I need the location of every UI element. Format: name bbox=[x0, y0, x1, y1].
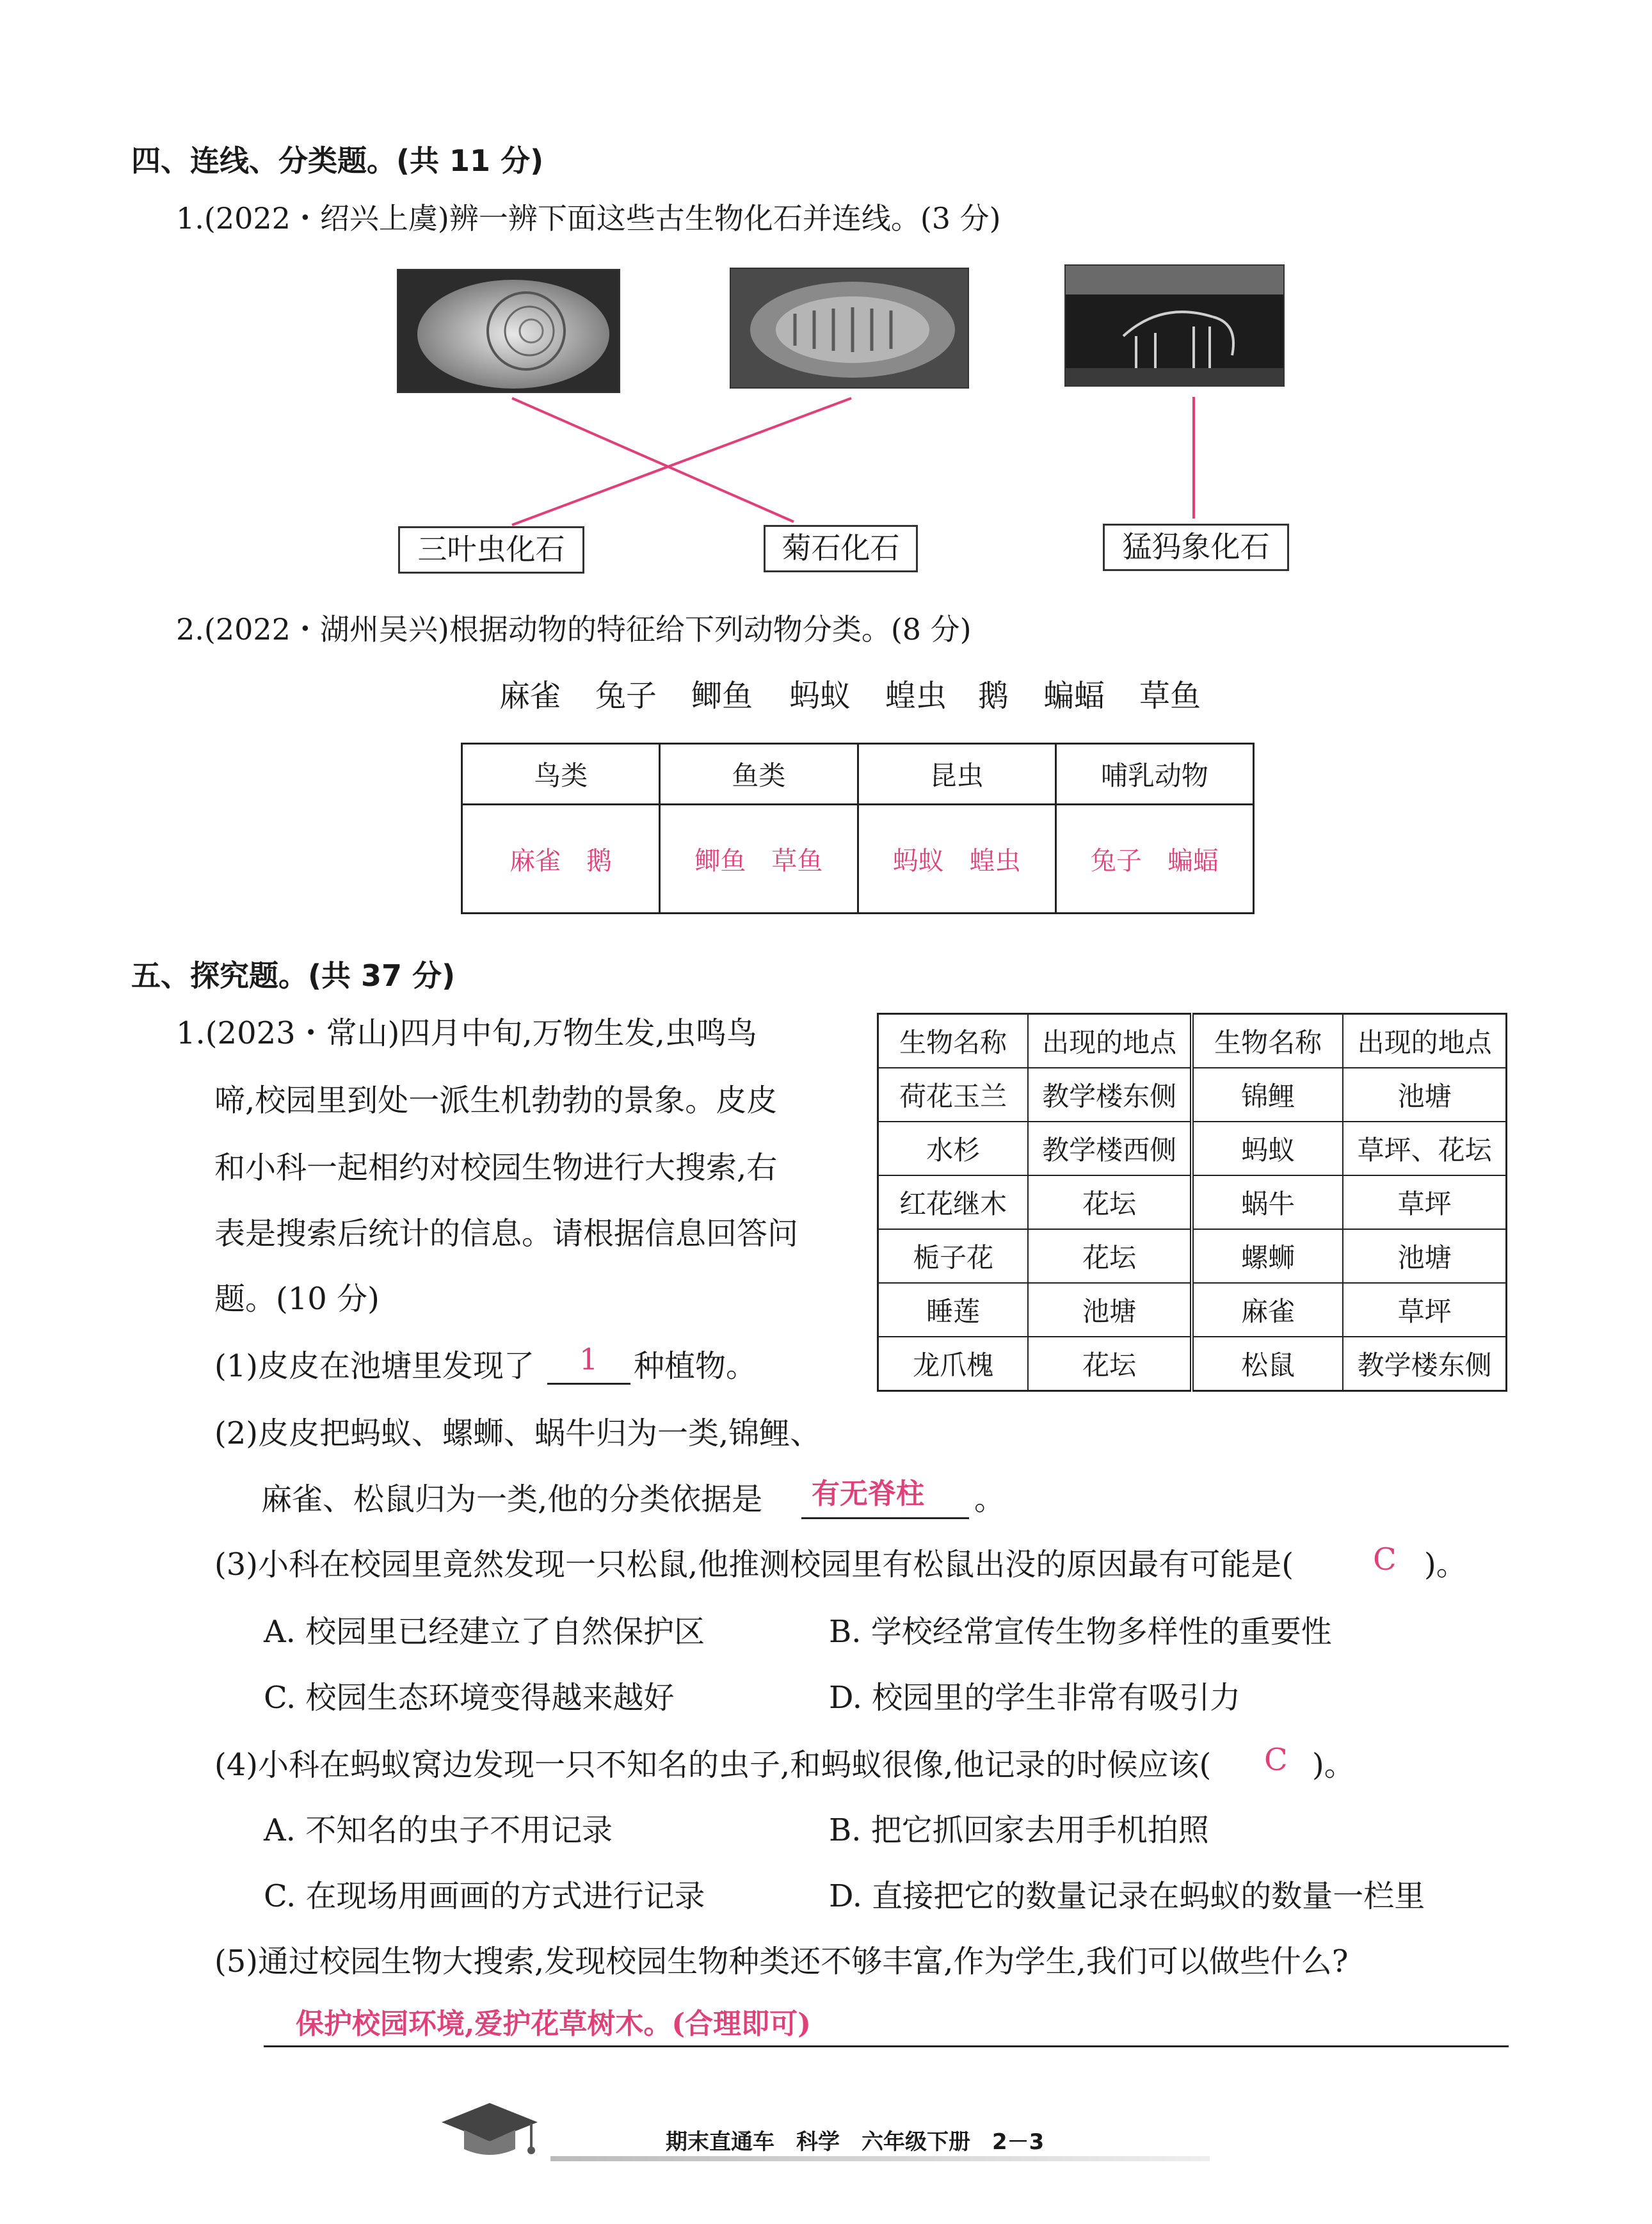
table-cell: 教学楼西侧 bbox=[1028, 1122, 1192, 1175]
animal-list bbox=[499, 678, 1210, 714]
header-place-2: 出现的地点 bbox=[1343, 1014, 1506, 1068]
animal-item: 蝙蝠 bbox=[1043, 678, 1105, 714]
table-cell: 教学楼东侧 bbox=[1028, 1068, 1192, 1122]
table-cell: 荷花玉兰 bbox=[878, 1068, 1029, 1122]
table-cell: 水杉 bbox=[878, 1122, 1029, 1175]
sub4-option-d: D. 直接把它的数量记录在蚂蚁的数量一栏里 bbox=[829, 1878, 1425, 1914]
animal-item: 蚂蚁 bbox=[789, 678, 851, 714]
s5-q1-line-1: 1.(2023・常山)四月中旬,万物生发,虫鸣鸟 bbox=[176, 1015, 757, 1051]
s5-q1-line-2: 啼,校园里到处一派生机勃勃的景象。皮皮 bbox=[214, 1083, 778, 1118]
sub3-answer: C bbox=[1373, 1542, 1397, 1577]
q1-prompt: 1.(2022・绍兴上虞)辨一辨下面这些古生物化石并连线。(3 分) bbox=[176, 201, 1001, 236]
header-name-1: 生物名称 bbox=[878, 1014, 1029, 1068]
footer-rule bbox=[550, 2156, 1210, 2161]
sub5-answer: 保护校园环境,爱护花草树木。(合理即可) bbox=[296, 2008, 811, 2040]
sub1-before: (1)皮皮在池塘里发现了 bbox=[214, 1348, 534, 1384]
sub5-answer-line bbox=[264, 2010, 1509, 2047]
sub4-answer: C bbox=[1264, 1742, 1288, 1778]
answer-fish: 鲫鱼 草鱼 bbox=[660, 805, 858, 914]
table-cell: 栀子花 bbox=[878, 1229, 1029, 1283]
animal-item: 蝗虫 bbox=[885, 678, 947, 714]
sub4-after: )。 bbox=[1312, 1747, 1355, 1783]
matching-lines bbox=[0, 0, 1652, 576]
header-birds: 鸟类 bbox=[462, 744, 660, 805]
s5-q1-line-4: 表是搜索后统计的信息。请根据信息回答问 bbox=[214, 1216, 799, 1252]
classification-table bbox=[461, 743, 1255, 914]
sub4-option-b: B. 把它抓回家去用手机拍照 bbox=[829, 1812, 1209, 1848]
sub2-after: 。 bbox=[974, 1481, 1006, 1517]
answer-mammals: 兔子 蝙蝠 bbox=[1055, 805, 1253, 914]
sub3-before: (3)小科在校园里竟然发现一只松鼠,他推测校园里有松鼠出没的原因最有可能是( bbox=[214, 1547, 1294, 1583]
table-cell: 草坪 bbox=[1343, 1283, 1506, 1337]
table-row bbox=[878, 1175, 1507, 1229]
sub2-before: 麻雀、松鼠归为一类,他的分类依据是 bbox=[261, 1481, 763, 1517]
table-cell: 草坪 bbox=[1343, 1175, 1506, 1229]
table-cell: 草坪、花坛 bbox=[1343, 1122, 1506, 1175]
table-cell: 花坛 bbox=[1028, 1175, 1192, 1229]
answer-birds: 麻雀 鹅 bbox=[462, 805, 660, 914]
q2-prompt: 2.(2022・湖州吴兴)根据动物的特征给下列动物分类。(8 分) bbox=[176, 612, 972, 647]
header-name-2: 生物名称 bbox=[1192, 1014, 1343, 1068]
table-cell: 池塘 bbox=[1028, 1283, 1192, 1337]
table-cell: 池塘 bbox=[1343, 1229, 1506, 1283]
s5-q1-line-5: 题。(10 分) bbox=[214, 1281, 380, 1317]
label-ammonite: 菊石化石 bbox=[764, 525, 918, 572]
table-cell: 教学楼东侧 bbox=[1343, 1337, 1506, 1391]
section-4-title: 四、连线、分类题。(共 11 分) bbox=[131, 143, 544, 178]
table-cell: 花坛 bbox=[1028, 1337, 1192, 1391]
label-mammoth: 猛犸象化石 bbox=[1103, 524, 1289, 571]
animal-item: 兔子 bbox=[595, 678, 657, 714]
table-row bbox=[878, 1283, 1507, 1337]
sub4-before: (4)小科在蚂蚁窝边发现一只不知名的虫子,和蚂蚁很像,他记录的时候应该( bbox=[214, 1747, 1212, 1783]
table-row bbox=[878, 1337, 1507, 1391]
table-cell: 蜗牛 bbox=[1192, 1175, 1343, 1229]
table-cell: 花坛 bbox=[1028, 1229, 1192, 1283]
table-row bbox=[878, 1068, 1507, 1122]
table-cell: 红花继木 bbox=[878, 1175, 1029, 1229]
table-cell: 龙爪槐 bbox=[878, 1337, 1029, 1391]
header-place-1: 出现的地点 bbox=[1028, 1014, 1192, 1068]
table-row bbox=[878, 1229, 1507, 1283]
sub4-option-a: A. 不知名的虫子不用记录 bbox=[264, 1812, 613, 1848]
sub3-option-a: A. 校园里已经建立了自然保护区 bbox=[264, 1614, 705, 1650]
sub1-after: 种植物。 bbox=[634, 1348, 757, 1384]
sub2-line-1: (2)皮皮把蚂蚁、螺蛳、蜗牛归为一类,锦鲤、 bbox=[214, 1415, 821, 1451]
table-cell: 麻雀 bbox=[1192, 1283, 1343, 1337]
table-cell: 螺蛳 bbox=[1192, 1229, 1343, 1283]
header-fish: 鱼类 bbox=[660, 744, 858, 805]
sub2-answer: 有无脊柱 bbox=[812, 1478, 924, 1510]
s5-q1-line-3: 和小科一起相约对校园生物进行大搜索,右 bbox=[214, 1150, 778, 1186]
sub3-option-c: C. 校园生态环境变得越来越好 bbox=[264, 1680, 675, 1716]
line-ammonite-to-label bbox=[512, 398, 794, 522]
line-trilobite-to-label bbox=[512, 398, 851, 525]
table-cell: 蚂蚁 bbox=[1192, 1122, 1343, 1175]
answer-insects: 蚂蚁 蝗虫 bbox=[858, 805, 1055, 914]
sub5-prompt: (5)通过校园生物大搜索,发现校园生物种类还不够丰富,作为学生,我们可以做些什么? bbox=[214, 1944, 1349, 1979]
sub1-answer: 1 bbox=[579, 1342, 598, 1376]
table-cell: 睡莲 bbox=[878, 1283, 1029, 1337]
table-cell: 池塘 bbox=[1343, 1068, 1506, 1122]
animal-item: 鹅 bbox=[978, 678, 1009, 714]
survey-table bbox=[877, 1013, 1507, 1392]
table-cell: 锦鲤 bbox=[1192, 1068, 1343, 1122]
sub3-after: )。 bbox=[1424, 1547, 1467, 1583]
sub4-option-c: C. 在现场用画画的方式进行记录 bbox=[264, 1878, 705, 1914]
table-cell: 松鼠 bbox=[1192, 1337, 1343, 1391]
animal-item: 鲫鱼 bbox=[691, 678, 753, 714]
animal-item: 草鱼 bbox=[1139, 678, 1201, 714]
header-insects: 昆虫 bbox=[858, 744, 1055, 805]
graduation-cap-icon bbox=[435, 2090, 544, 2167]
sub3-option-d: D. 校园里的学生非常有吸引力 bbox=[829, 1680, 1241, 1716]
section-5-title: 五、探究题。(共 37 分) bbox=[131, 958, 456, 993]
header-mammals: 哺乳动物 bbox=[1055, 744, 1253, 805]
animal-item: 麻雀 bbox=[499, 678, 561, 714]
table-row bbox=[878, 1122, 1507, 1175]
label-trilobite: 三叶虫化石 bbox=[398, 526, 584, 574]
footer-text: 期末直通车 科学 六年级下册 2－3 bbox=[666, 2129, 1045, 2155]
sub3-option-b: B. 学校经常宣传生物多样性的重要性 bbox=[829, 1614, 1332, 1650]
